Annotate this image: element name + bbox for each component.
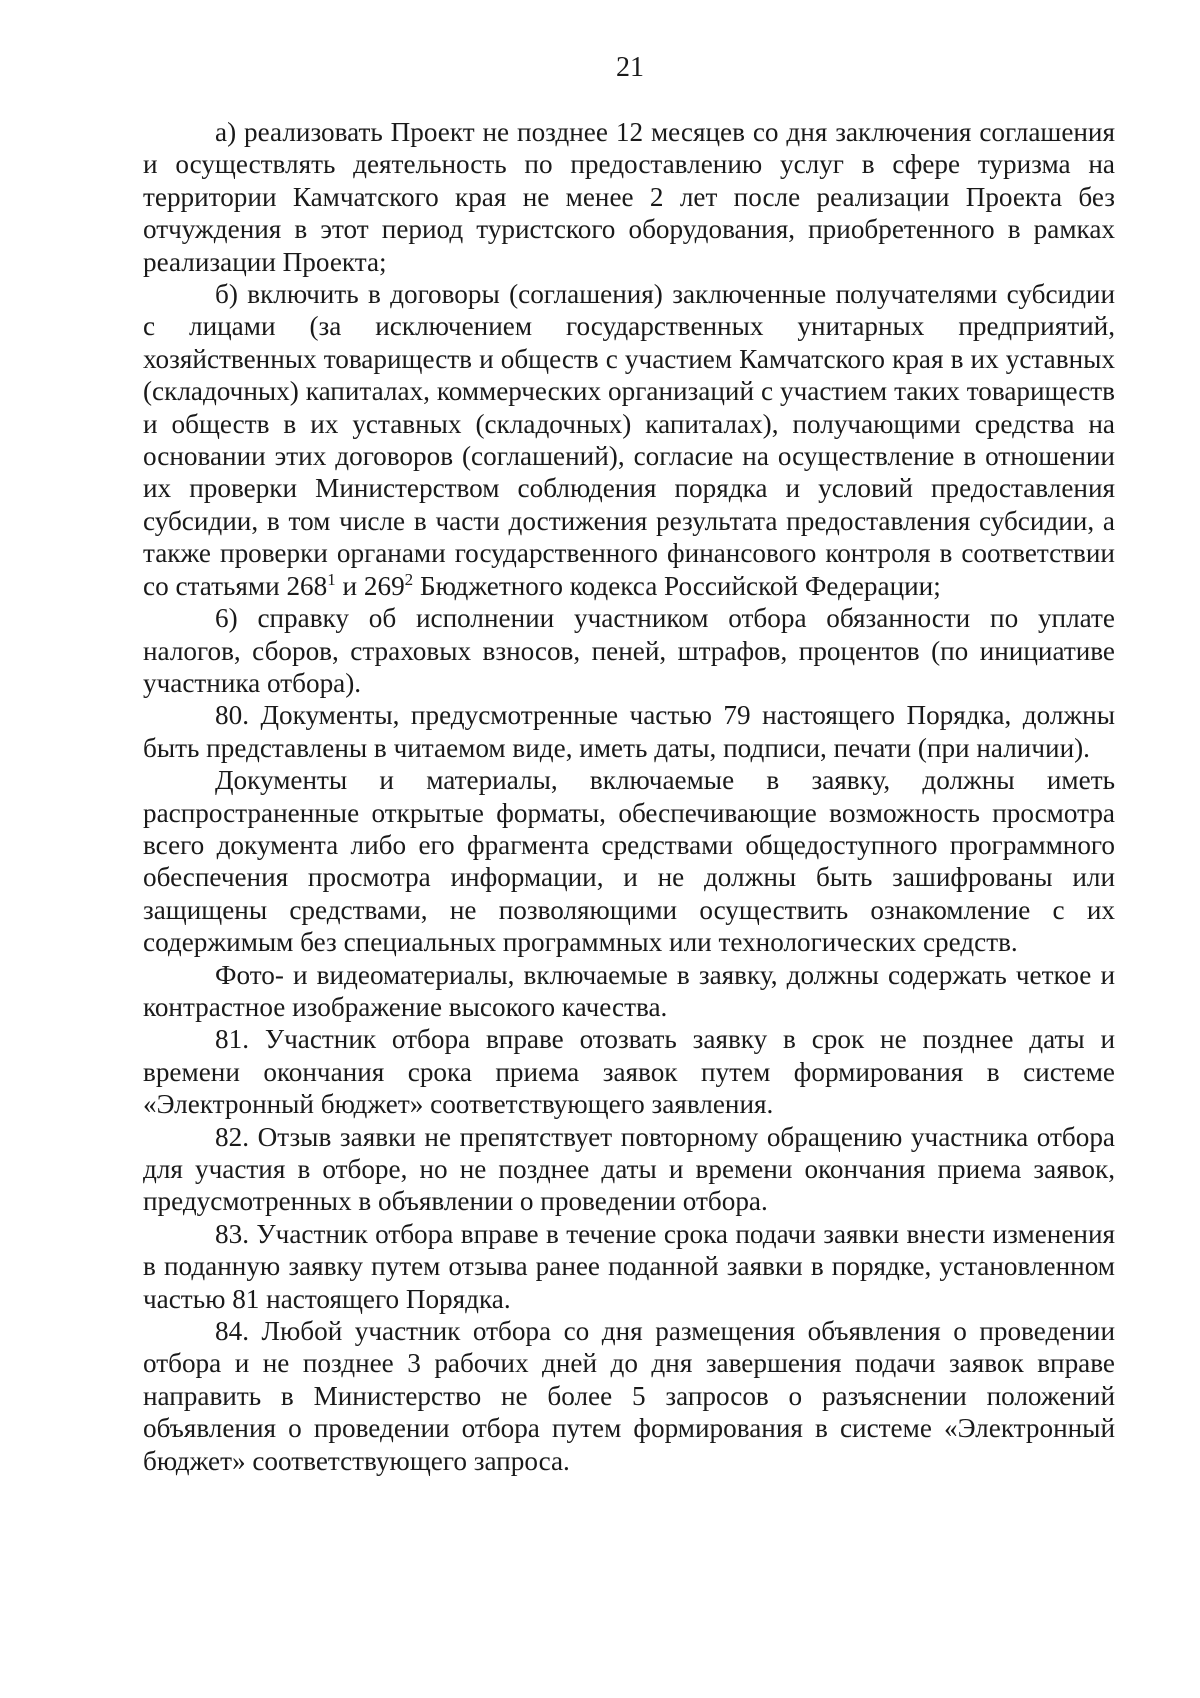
paragraph-b-text-end: Бюджетного кодекса Российской Федерации; — [413, 570, 941, 601]
paragraph-a: а) реализовать Проект не позднее 12 месяцев со дня заключения соглашения и осуществлять деятельность по предоставлению услуг в сфере туризма на территории Камчатского края не менее 2 лет после реализации Проекта без отчуждения в этот период туристского оборудования, приобретенного в рамках реализации Проекта; — [143, 117, 1115, 277]
document-body — [143, 116, 1115, 1477]
superscript-article-269: 2 — [404, 569, 414, 589]
paragraph-83: 83. Участник отбора вправе в течение срока подачи заявки внести изменения в поданную заявку путем отзыва ранее поданной заявки в порядке, установленном частью 81 настоящего Порядка. — [143, 1218, 1115, 1314]
paragraph-80: 80. Документы, предусмотренные частью 79 настоящего Порядка, должны быть представлены в читаемом виде, иметь даты, подписи, печати (при наличии). — [143, 700, 1115, 763]
superscript-article-268: 1 — [327, 569, 336, 589]
paragraph-84: 84. Любой участник отбора со дня размещения объявления о проведении отбора и не позднее 3 рабочих дней до дня завершения подачи заявок вправе направить в Министерство не более 5 запросов о разъяснении положений объявления о проведении отбора путем формирования в системе «Электронный бюджет» соответствующего запроса. — [143, 1316, 1115, 1476]
paragraph-b-text-middle: и 269 — [335, 570, 405, 601]
paragraph-80-documents: Документы и материалы, включаемые в заявку, должны иметь распространенные открытые форматы, обеспечивающие возможность просмотра всего документа либо его фрагмента средствами общедоступного программного обеспечения просмотра информации, и не должны быть зашифрованы или защищены средствами, не позволяющими осуществить ознакомление с их содержимым без специальных программных или технологических средств. — [143, 765, 1115, 958]
paragraph-b-text: б) включить в договоры (соглашения) заключенные получателями субсидии с лицами (за исключением государственных унитарных предприятий, хозяйственных товариществ и обществ с участием Камчатского края в их уставных (складочных) капиталах, коммерческих организаций с участием таких товариществ и обществ в их уставных (складочных) капиталах), получающими средства на основании этих договоров (соглашений), согласие на осуществление в отношении их проверки Министерством соблюдения порядка и условий предоставления субсидии, в том числе в части достижения результата предоставления субсидии, а также проверки органами государственного финансового контроля в соответствии со статьями 268 — [143, 279, 1115, 601]
paragraph-82: 82. Отзыв заявки не препятствует повторному обращению участника отбора для участия в отборе, но не позднее даты и времени окончания приема заявок, предусмотренных в объявлении о проведении отбора. — [143, 1121, 1115, 1217]
paragraph-81: 81. Участник отбора вправе отозвать заявку в срок не позднее даты и времени окончания срока приема заявок путем формирования в системе «Электронный бюджет» соответствующего заявления. — [143, 1024, 1115, 1120]
paragraph-80-photo: Фото- и видеоматериалы, включаемые в заявку, должны содержать четкое и контрастное изображение высокого качества. — [143, 959, 1115, 1022]
page-number: 21 — [616, 52, 644, 83]
paragraph-6: 6) справку об исполнении участником отбора обязанности по уплате налогов, сборов, страховых взносов, пеней, штрафов, процентов (по инициативе участника отбора). — [143, 603, 1115, 698]
paragraph-b — [143, 278, 1115, 602]
